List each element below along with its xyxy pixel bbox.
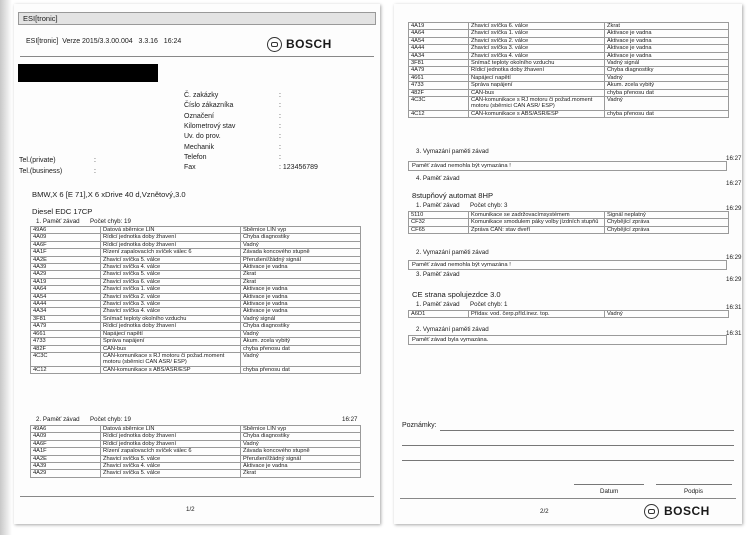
report-page-1 xyxy=(14,4,380,524)
cell-code: 4A09 xyxy=(31,234,101,241)
cell-desc: Řídicí jednotka doby žhavení xyxy=(101,433,241,440)
field-value: : xyxy=(279,122,281,130)
cell-code: 4A34 xyxy=(31,308,101,315)
cell-status: Vadný xyxy=(605,97,729,111)
table-row xyxy=(409,74,729,81)
cell-code: 4A19 xyxy=(409,23,469,30)
field-label: Telefon xyxy=(184,153,207,161)
table-row xyxy=(31,352,361,366)
table-row xyxy=(31,463,361,470)
cell-code: 4A2E xyxy=(31,455,101,462)
cell-code: 4A19 xyxy=(31,278,101,285)
cell-status: Aktivace je vadna xyxy=(241,308,361,315)
notes-line-3 xyxy=(402,460,734,461)
ce-fault-table xyxy=(408,310,729,318)
table-row xyxy=(409,311,729,318)
erase-label: 3. Vymazání paměti závad xyxy=(416,148,489,155)
transmission-memory-3-label: 3. Paměť závad xyxy=(416,271,460,278)
cell-desc: Žhavicí svíčka 5. válce xyxy=(101,470,241,477)
cell-desc: Napájecí napětí xyxy=(101,330,241,337)
table-row xyxy=(31,301,361,308)
table-row xyxy=(31,256,361,263)
table-row xyxy=(31,271,361,278)
cell-desc: Žhavicí svíčka 3. válce xyxy=(469,45,605,52)
cell-code: 4A39 xyxy=(31,463,101,470)
cell-code: 4A6F xyxy=(31,440,101,447)
cell-desc: Řízení zapalovacích svíček válec 6 xyxy=(101,249,241,256)
footer-divider-2 xyxy=(400,498,736,499)
cell-code: 4A39 xyxy=(31,264,101,271)
cell-code: 4C12 xyxy=(31,366,101,373)
notes-line-2 xyxy=(402,445,734,446)
cell-code: 4A79 xyxy=(409,67,469,74)
window-title-bar xyxy=(18,12,376,25)
table-row xyxy=(31,338,361,345)
cell-status: chyba přenosu dat xyxy=(241,366,361,373)
memory-1-count: Počet chyb: 19 xyxy=(90,218,131,225)
footer-divider xyxy=(20,496,374,497)
cell-desc: Správa napájení xyxy=(469,82,605,89)
cell-desc: Řídicí jednotka doby žhavení xyxy=(101,323,241,330)
field-value: : xyxy=(279,112,281,120)
table-row xyxy=(409,30,729,37)
cell-code: 4C3C xyxy=(31,352,101,366)
cell-desc: Žhavicí svíčka 2. válce xyxy=(469,37,605,44)
cell-status: Chyba diagnostiky xyxy=(241,433,361,440)
cell-status: Signál neplatný xyxy=(605,212,729,219)
cell-status: Vadný signál xyxy=(605,60,729,67)
cell-code: CF32 xyxy=(409,219,469,226)
field-label: Mechanik xyxy=(184,143,214,151)
print-time: 16:24 xyxy=(163,38,182,45)
date-line xyxy=(574,484,644,485)
cell-status: Závada koncového stupně xyxy=(241,448,361,455)
cell-status: Závada koncového stupně xyxy=(241,249,361,256)
cell-code: 5110 xyxy=(409,212,469,219)
cell-code: 49A6 xyxy=(31,426,101,433)
table-row xyxy=(31,470,361,477)
cell-code: 4A34 xyxy=(409,52,469,59)
memory-2-time: 16:27 xyxy=(342,416,358,423)
cell-code: CF65 xyxy=(409,226,469,233)
field-label: Fax xyxy=(184,164,196,172)
table-row xyxy=(409,37,729,44)
cell-code: 4A64 xyxy=(409,30,469,37)
cell-desc: CAN-komunikace s ŘJ motoru či požad.moment motoru (sběrnici CAN ASR/ ESP) xyxy=(101,352,241,366)
cell-status: Vadný xyxy=(241,330,361,337)
erase-message: Paměť závad nemohla být vymazána ! xyxy=(408,161,727,171)
table-row xyxy=(31,227,361,234)
cell-desc: Přídav. vod. čerp.příd.inez. top. xyxy=(469,311,605,318)
cell-desc: Žhavicí svíčka 4. válce xyxy=(101,463,241,470)
cell-desc: Žhavicí svíčka 6. válce xyxy=(101,278,241,285)
table-row xyxy=(31,286,361,293)
cell-code: 4A54 xyxy=(409,37,469,44)
cell-code: A6D1 xyxy=(409,311,469,318)
cell-status: Akum. zcela vybitý xyxy=(241,338,361,345)
report-page-2 xyxy=(394,4,742,524)
cell-status: Vadný xyxy=(241,352,361,366)
cell-code: 4733 xyxy=(409,82,469,89)
table-row xyxy=(409,52,729,59)
transmission-erase-label: 2. Vymazání paměti závad xyxy=(416,249,489,256)
cell-status: Vadný xyxy=(605,311,729,318)
cell-code: 4A1F xyxy=(31,448,101,455)
table-row xyxy=(31,323,361,330)
page-number: 1/2 xyxy=(186,506,195,513)
transmission-memory-3-time: 16:29 xyxy=(726,276,742,283)
date-label: Datum xyxy=(600,488,619,495)
cell-desc: CAN-bus xyxy=(101,345,241,352)
cell-status: Aktivace je vadna xyxy=(241,293,361,300)
cell-status: Aktivace je vadna xyxy=(241,264,361,271)
transmission-memory-label: 1. Paměť závad xyxy=(416,202,460,209)
window-title: ESI[tronic] xyxy=(23,14,58,23)
cell-desc: Řídicí jednotka doby žhavení xyxy=(101,234,241,241)
table-row xyxy=(409,226,729,233)
version: Verze 2015/3.3.00.004 xyxy=(62,38,133,45)
cell-code: 4A64 xyxy=(31,286,101,293)
transmission-time: 16:29 xyxy=(726,205,742,212)
cell-code: 4661 xyxy=(31,330,101,337)
field-value: : xyxy=(279,92,281,99)
cell-code: 3F81 xyxy=(31,315,101,322)
cell-desc: Komunikace se zadržovacímsystémem xyxy=(469,212,605,219)
cell-desc: Žhavicí svíčka 2. válce xyxy=(101,293,241,300)
fault-table-1 xyxy=(30,226,361,374)
cell-desc: Řízení zapalovacích svíček válec 6 xyxy=(101,448,241,455)
field-value: : xyxy=(279,102,281,110)
cell-desc: Komunikace smodulem páky volby jízdních stupňů xyxy=(469,219,605,226)
cell-desc: Snímač teploty okolního vzduchu xyxy=(469,60,605,67)
signature-label: Podpis xyxy=(684,488,703,495)
table-row xyxy=(409,60,729,67)
field-label: Označení xyxy=(184,112,214,120)
cell-code: 4C12 xyxy=(409,110,469,117)
cell-code: 4A09 xyxy=(31,433,101,440)
cell-code: 4661 xyxy=(409,74,469,81)
tel-business-colon: : xyxy=(94,168,96,175)
table-row xyxy=(31,448,361,455)
cell-desc: Žhavicí svíčka 4. válce xyxy=(101,308,241,315)
ce-erase-time: 16:31 xyxy=(726,330,742,337)
cell-desc: Žhavicí svíčka 6. válce xyxy=(469,23,605,30)
cell-code: 4A44 xyxy=(31,301,101,308)
cell-code: 49A6 xyxy=(31,227,101,234)
field-value: : xyxy=(279,133,281,141)
bosch-logo-icon xyxy=(267,37,282,52)
field-label: Č. zakázky xyxy=(184,92,219,99)
header-divider xyxy=(20,56,374,57)
cell-desc: Zpráva CAN: stav dveří xyxy=(469,226,605,233)
table-row xyxy=(31,293,361,300)
memory-1-label: 1. Paměť závad xyxy=(36,218,80,225)
cell-status: chyba přenosu dat xyxy=(605,110,729,117)
cell-desc: CAN-bus xyxy=(469,89,605,96)
cell-status: Aktivace je vadna xyxy=(241,301,361,308)
cell-code: 4A29 xyxy=(31,271,101,278)
cell-desc: Napájecí napětí xyxy=(469,74,605,81)
brand-name: BOSCH xyxy=(286,37,332,51)
cell-desc: Datová sběrnice LIN xyxy=(101,227,241,234)
cell-code: 4A44 xyxy=(409,45,469,52)
table-row xyxy=(31,330,361,337)
table-row xyxy=(409,82,729,89)
cell-desc: Žhavicí svíčka 5. válce xyxy=(101,271,241,278)
cell-status: chyba přenosu dat xyxy=(605,89,729,96)
fault-table-continued xyxy=(408,22,729,118)
system-title: Diesel EDC 17CP xyxy=(32,207,93,216)
cell-desc: Žhavicí svíčka 4. válce xyxy=(101,264,241,271)
transmission-erase-time: 16:29 xyxy=(726,254,742,261)
cell-desc: Správa napájení xyxy=(101,338,241,345)
cell-status: Chybějící zpráva xyxy=(605,219,729,226)
cell-status: Vadný xyxy=(241,241,361,248)
cell-status: Sběrnice LIN vyp xyxy=(241,227,361,234)
cell-status: Aktivace je vadna xyxy=(605,37,729,44)
table-row xyxy=(31,315,361,322)
redacted-block xyxy=(18,64,158,82)
table-row xyxy=(409,23,729,30)
cell-desc: Řídicí jednotka doby žhavení xyxy=(101,241,241,248)
cell-code: 4A2E xyxy=(31,256,101,263)
cell-status: Přerušení/žádný signál xyxy=(241,256,361,263)
tel-private-colon: : xyxy=(94,157,96,164)
memory-2-count: Počet chyb: 19 xyxy=(90,416,131,423)
fault-table-2 xyxy=(30,425,361,478)
table-row xyxy=(409,212,729,219)
cell-code: 4A29 xyxy=(31,470,101,477)
field-label: Číslo zákazníka xyxy=(184,102,234,110)
table-row xyxy=(31,241,361,248)
cell-status: Chyba diagnostiky xyxy=(241,234,361,241)
cell-code: 4A79 xyxy=(31,323,101,330)
table-row xyxy=(31,249,361,256)
cell-status: Vadný signál xyxy=(241,315,361,322)
notes-line-1 xyxy=(440,430,734,431)
cell-desc: Žhavicí svíčka 4. válce xyxy=(469,52,605,59)
cell-status: Aktivace je vadna xyxy=(241,286,361,293)
brand-name-2: BOSCH xyxy=(664,504,710,518)
table-row xyxy=(31,308,361,315)
scan-shadow xyxy=(0,0,12,535)
cell-desc: Žhavicí svíčka 1. válce xyxy=(101,286,241,293)
cell-desc: Žhavicí svíčka 1. válce xyxy=(469,30,605,37)
ce-memory-label: 1. Paměť závad xyxy=(416,301,460,308)
cell-status: Zkrat xyxy=(241,271,361,278)
ce-erase-label: 2. Vymazání paměti závad xyxy=(416,326,489,333)
cell-desc: Žhavicí svíčka 3. válce xyxy=(101,301,241,308)
cell-desc: Žhavicí svíčka 5. válce xyxy=(101,455,241,462)
field-value: : xyxy=(279,143,281,151)
cell-status: Zkrat xyxy=(241,278,361,285)
app-name: ESI[tronic] xyxy=(26,38,59,45)
cell-desc: Řídicí jednotka doby žhavení xyxy=(101,440,241,447)
cell-code: 4A54 xyxy=(31,293,101,300)
ce-erase-message: Paměť závad byla vymazána. xyxy=(408,335,727,345)
cell-status: Zkrat xyxy=(241,470,361,477)
field-value: : 123456789 xyxy=(279,164,318,172)
field-label: Uv. do prov. xyxy=(184,133,221,141)
signature-line xyxy=(656,484,732,485)
field-value: : xyxy=(279,153,281,161)
transmission-erase-message: Paměť závad nemohla být vymazána ! xyxy=(408,260,727,270)
memory-4-label: 4. Paměť závad xyxy=(416,175,460,182)
bosch-logo-icon xyxy=(644,504,659,519)
cell-desc: CAN-komunikace s ABS/ASR/ESP xyxy=(469,110,605,117)
cell-status: Sběrnice LIN vyp xyxy=(241,426,361,433)
tel-business-label: Tel.(business) xyxy=(19,168,63,175)
cell-code: 4733 xyxy=(31,338,101,345)
cell-status: Chyba diagnostiky xyxy=(605,67,729,74)
cell-desc: Žhavicí svíčka 5. válce xyxy=(101,256,241,263)
cell-status: Aktivace je vadna xyxy=(241,463,361,470)
build: 3.3.16 xyxy=(138,38,158,45)
transmission-fault-table xyxy=(408,211,729,234)
memory-2-label: 2. Paměť závad xyxy=(36,416,80,423)
cell-status: Vadný xyxy=(241,440,361,447)
table-row xyxy=(31,345,361,352)
cell-desc: CAN-komunikace s ABS/ASR/ESP xyxy=(101,366,241,373)
table-row xyxy=(409,67,729,74)
cell-status: Zkrat xyxy=(605,23,729,30)
vehicle-line: BMW,X 6 [E 71],X 6 xDrive 40 d,Vznětový,3.0 xyxy=(32,190,186,199)
table-row xyxy=(31,426,361,433)
cell-desc: Datová sběrnice LIN xyxy=(101,426,241,433)
cell-code: 482F xyxy=(31,345,101,352)
table-row xyxy=(31,234,361,241)
ce-count: Počet chyb: 1 xyxy=(470,301,508,308)
version-line xyxy=(26,38,181,45)
table-row xyxy=(31,440,361,447)
field-label: Kilometrový stav xyxy=(184,122,236,130)
cell-status: Chyba diagnostiky xyxy=(241,323,361,330)
ce-time: 16:31 xyxy=(726,304,742,311)
cell-status: Aktivace je vadna xyxy=(605,52,729,59)
cell-status: Chybějící zpráva xyxy=(605,226,729,233)
cell-code: 482F xyxy=(409,89,469,96)
table-row xyxy=(409,110,729,117)
transmission-title: 8stupňový automat 8HP xyxy=(412,191,494,200)
cell-code: 4C3C xyxy=(409,97,469,111)
table-row xyxy=(31,455,361,462)
table-row xyxy=(409,219,729,226)
table-row xyxy=(409,89,729,96)
table-row xyxy=(31,264,361,271)
memory-4-time: 16:27 xyxy=(726,180,742,187)
cell-status: Akum. zcela vybitý xyxy=(605,82,729,89)
cell-code: 4A6F xyxy=(31,241,101,248)
table-row xyxy=(31,433,361,440)
cell-status: Aktivace je vadna xyxy=(605,30,729,37)
cell-status: Aktivace je vadna xyxy=(605,45,729,52)
table-row xyxy=(31,278,361,285)
erase-time: 16:27 xyxy=(726,155,742,162)
page-number-2: 2/2 xyxy=(540,508,549,515)
table-row xyxy=(409,45,729,52)
cell-desc: Řídicí jednotka doby žhavení xyxy=(469,67,605,74)
cell-desc: Snímač teploty okolního vzduchu xyxy=(101,315,241,322)
table-row xyxy=(31,366,361,373)
transmission-count: Počet chyb: 3 xyxy=(470,202,508,209)
ce-title: CE strana spolujezdce 3.0 xyxy=(412,290,501,299)
cell-status: Vadný xyxy=(605,74,729,81)
cell-code: 3F81 xyxy=(409,60,469,67)
notes-label: Poznámky: xyxy=(402,422,437,429)
cell-desc: CAN-komunikace s ŘJ motoru či požad.moment motoru (sběrnici CAN ASR/ ESP) xyxy=(469,97,605,111)
cell-status: chyba přenosu dat xyxy=(241,345,361,352)
cell-code: 4A1F xyxy=(31,249,101,256)
tel-private-label: Tel.(private) xyxy=(19,157,56,164)
cell-status: Přerušení/žádný signál xyxy=(241,455,361,462)
table-row xyxy=(409,97,729,111)
